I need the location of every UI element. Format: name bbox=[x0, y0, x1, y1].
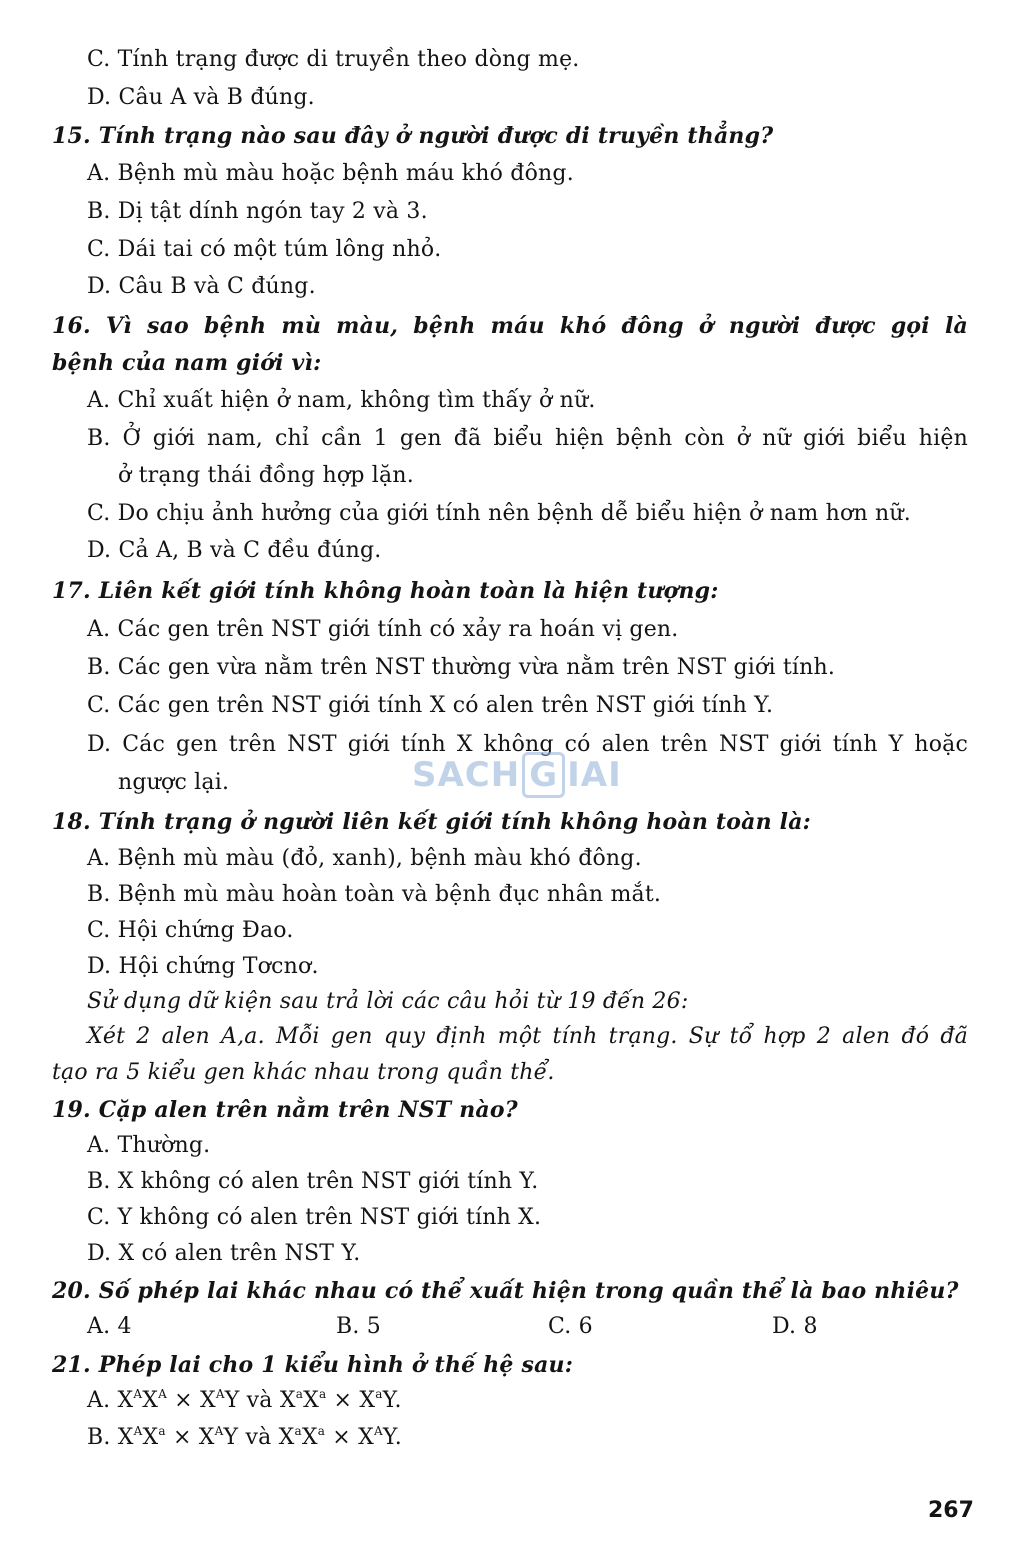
q19-option-a: A. Thường. bbox=[87, 1133, 211, 1158]
q19-option-d: D. X có alen trên NST Y. bbox=[87, 1241, 361, 1266]
question-16-line-1: 16. Vì sao bệnh mù màu, bệnh máu khó đông ở người được gọi là bbox=[52, 313, 968, 339]
sachgiai-watermark: SACH G IAI bbox=[412, 752, 622, 798]
q20-option-d: D. 8 bbox=[772, 1314, 818, 1339]
q15-option-a: A. Bệnh mù màu hoặc bệnh máu khó đông. bbox=[87, 161, 574, 186]
question-18: 18. Tính trạng ở người liên kết giới tính không hoàn toàn là: bbox=[52, 809, 811, 835]
q15-option-c: C. Dái tai có một túm lông nhỏ. bbox=[87, 237, 442, 262]
q19-option-b: B. X không có alen trên NST giới tính Y. bbox=[87, 1169, 539, 1194]
q14-option-c: C. Tính trạng được di truyền theo dòng mẹ. bbox=[87, 47, 580, 72]
q16-option-d: D. Cả A, B và C đều đúng. bbox=[87, 538, 382, 563]
question-20: 20. Số phép lai khác nhau có thể xuất hiện trong quần thể là bao nhiêu? bbox=[52, 1278, 959, 1304]
data-intro-line-1: Sử dụng dữ kiện sau trả lời các câu hỏi từ 19 đến 26: bbox=[87, 989, 689, 1014]
q19-option-c: C. Y không có alen trên NST giới tính X. bbox=[87, 1205, 542, 1230]
q15-option-d: D. Câu B và C đúng. bbox=[87, 274, 316, 299]
question-19: 19. Cặp alen trên nằm trên NST nào? bbox=[52, 1097, 518, 1123]
question-17: 17. Liên kết giới tính không hoàn toàn là hiện tượng: bbox=[52, 578, 719, 604]
q15-option-b: B. Dị tật dính ngón tay 2 và 3. bbox=[87, 199, 428, 224]
q16-option-b-line-2: ở trạng thái đồng hợp lặn. bbox=[118, 463, 414, 488]
data-intro-line-2: Xét 2 alen A,a. Mỗi gen quy định một tính trạng. Sự tổ hợp 2 alen đó đã bbox=[87, 1024, 968, 1049]
q18-option-b: B. Bệnh mù màu hoàn toàn và bệnh đục nhân mắt. bbox=[87, 882, 662, 907]
question-15: 15. Tính trạng nào sau đây ở người được di truyền thẳng? bbox=[52, 123, 774, 149]
q18-option-a: A. Bệnh mù màu (đỏ, xanh), bệnh màu khó đông. bbox=[87, 846, 642, 871]
q17-option-d-line-2: ngược lại. bbox=[118, 770, 230, 795]
q16-option-b-line-1: B. Ở giới nam, chỉ cần 1 gen đã biểu hiện bệnh còn ở nữ giới biểu hiện bbox=[87, 426, 968, 451]
q20-option-b: B. 5 bbox=[336, 1314, 381, 1339]
q17-option-a: A. Các gen trên NST giới tính có xảy ra hoán vị gen. bbox=[87, 617, 679, 642]
q14-option-d: D. Câu A và B đúng. bbox=[87, 85, 315, 110]
data-intro-line-3: tạo ra 5 kiểu gen khác nhau trong quần thể. bbox=[52, 1060, 555, 1085]
q16-option-a: A. Chỉ xuất hiện ở nam, không tìm thấy ở nữ. bbox=[87, 388, 596, 413]
question-16-line-2: bệnh của nam giới vì: bbox=[52, 350, 322, 376]
q18-option-c: C. Hội chứng Đao. bbox=[87, 918, 294, 943]
q17-option-b: B. Các gen vừa nằm trên NST thường vừa nằm trên NST giới tính. bbox=[87, 655, 836, 680]
q20-option-c: C. 6 bbox=[548, 1314, 593, 1339]
page-number: 267 bbox=[928, 1498, 974, 1523]
q18-option-d: D. Hội chứng Tơcnơ. bbox=[87, 954, 319, 979]
q21-option-a: A. $X^AX^A \times X^AY$ và $X^aX^a \times X^aY$. bbox=[87, 1387, 402, 1413]
q20-option-a: A. 4 bbox=[87, 1314, 132, 1339]
q16-option-c: C. Do chịu ảnh hưởng của giới tính nên bệnh dễ biểu hiện ở nam hơn nữ. bbox=[87, 501, 911, 526]
q17-option-c: C. Các gen trên NST giới tính X có alen trên NST giới tính Y. bbox=[87, 693, 774, 718]
question-21: 21. Phép lai cho 1 kiểu hình ở thế hệ sau: bbox=[52, 1352, 574, 1378]
q17-option-d-line-1: D. Các gen trên NST giới tính X không có alen trên NST giới tính Y hoặc bbox=[87, 732, 968, 757]
q21-option-b: B. $X^AX^a \times X^AY$ và $X^aX^a \times X^AY$. bbox=[87, 1424, 402, 1450]
